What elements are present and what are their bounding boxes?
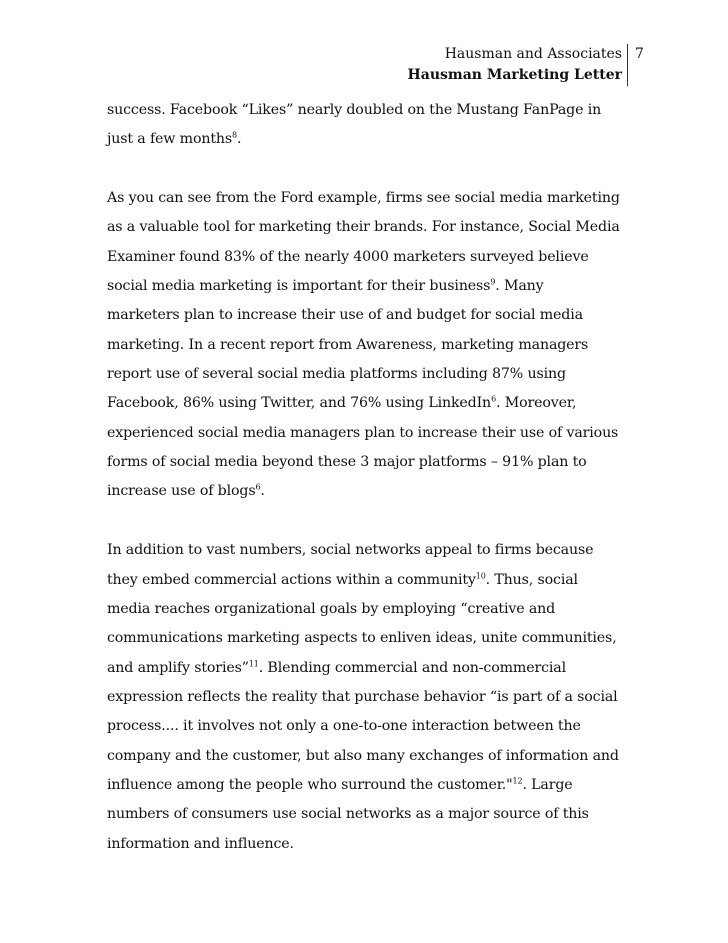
text-line [107, 712, 637, 741]
footnote-reference: 8 [232, 130, 237, 140]
text-line [107, 301, 637, 330]
text-run: success. Facebook “Likes” nearly doubled on the Mustang FanPage in [107, 102, 602, 118]
footnote-reference: 6 [491, 394, 497, 404]
footnote-reference: 10 [475, 570, 486, 580]
text-run: increase use of blogs [107, 483, 256, 500]
text-run: . Moreover, [496, 395, 577, 412]
footnote-reference: 11 [248, 658, 259, 668]
text-line [107, 683, 637, 712]
text-run: . Many [495, 278, 544, 295]
text-run: numbers of consumers use social networks as a major source of this [107, 806, 589, 823]
text-line [107, 595, 637, 624]
text-run: . [236, 131, 242, 148]
text-run: Facebook, 86% using Twitter, and 76% using LinkedIn [107, 395, 492, 412]
text-line [107, 536, 637, 565]
footnote-reference: 6 [255, 482, 261, 492]
text-run: just a few months [107, 131, 232, 148]
paragraph-gap [107, 155, 637, 184]
text-line [107, 448, 637, 477]
text-run: experienced social media managers plan to increase their use of various [107, 424, 619, 441]
text-run: Examiner found 83% of the nearly 4000 marketers surveyed believe [107, 248, 589, 265]
text-line [107, 389, 637, 418]
page-number: 7 [635, 46, 644, 62]
text-run: In addition to vast numbers, social networks appeal to firms because [107, 542, 594, 559]
text-run: marketers plan to increase their use of and budget for social media [107, 307, 583, 324]
text-run: . Blending commercial and non-commercial [258, 659, 566, 676]
text-line [107, 830, 637, 859]
text-run: forms of social media beyond these 3 major platforms – 91% plan to [107, 454, 587, 471]
paragraph-gap [107, 507, 637, 536]
text-line [107, 654, 637, 683]
text-line [107, 213, 637, 242]
text-line [107, 624, 637, 653]
header-letter-title: Hausman Marketing Letter [407, 67, 622, 83]
text-line [107, 272, 637, 301]
footnote-reference: 12 [512, 776, 523, 786]
text-line [107, 419, 637, 448]
header-divider [627, 44, 628, 86]
text-run: As you can see from the Ford example, firms see social media marketing [107, 190, 620, 207]
header-text-block [408, 44, 622, 86]
paragraph [107, 184, 637, 507]
text-run: and amplify stories” [107, 659, 249, 676]
text-run: media reaches organizational goals by employing “creative and [107, 600, 556, 617]
page-header [0, 44, 728, 86]
body-text [107, 96, 637, 859]
text-run: report use of several social media platforms including 87% using [107, 366, 566, 383]
text-run: . [260, 483, 265, 500]
text-run: they embed commercial actions within a community [107, 571, 476, 588]
text-line [107, 331, 637, 360]
paragraph [107, 96, 637, 155]
text-run: marketing. In a recent report from Awareness, marketing managers [107, 336, 589, 353]
text-line [107, 566, 637, 595]
text-line [107, 800, 637, 829]
text-line [107, 125, 637, 154]
text-line [107, 742, 637, 771]
text-run: influence among the people who surround the customer." [107, 776, 513, 793]
text-line [107, 477, 637, 506]
text-line [107, 771, 637, 800]
text-line [107, 360, 637, 389]
text-run: social media marketing is important for their business [107, 278, 491, 295]
paragraph [107, 536, 637, 859]
text-run: . Thus, social [485, 571, 578, 588]
text-run: company and the customer, but also many exchanges of information and [107, 747, 619, 764]
footnote-reference: 9 [490, 277, 496, 287]
text-run: information and influence. [107, 835, 294, 852]
text-run: as a valuable tool for marketing their brands. For instance, Social Media [107, 219, 620, 236]
text-run: process.... it involves not only a one-to-one interaction between the [107, 718, 581, 735]
text-run: expression reflects the reality that purchase behavior “is part of a social [107, 688, 618, 705]
text-line [107, 243, 637, 272]
text-line [107, 184, 637, 213]
text-run: . Large [522, 776, 573, 793]
header-company-name: Hausman and Associates [444, 46, 622, 62]
text-run: communications marketing aspects to enliven ideas, unite communities, [107, 630, 617, 647]
text-line [107, 96, 637, 125]
